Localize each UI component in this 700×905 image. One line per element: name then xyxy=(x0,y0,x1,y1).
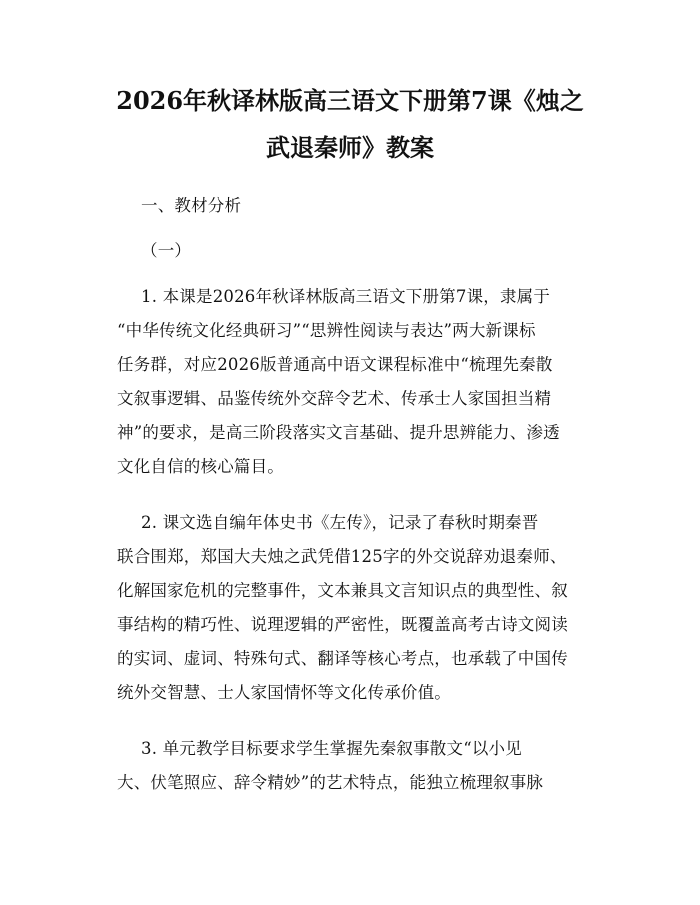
paragraph-2-line: 事结构的精巧性、说理逻辑的严密性，既覆盖高考古诗文阅读 xyxy=(117,615,568,634)
document-title-line-1: 2026年秋译林版高三语文下册第7课《烛之 xyxy=(116,86,584,115)
paragraph-1-line: “中华传统文化经典研习”“思辨性阅读与表达”两大新课标 xyxy=(117,321,536,340)
paragraph-2-line: 的实词、虚词、特殊句式、翻译等核心考点，也承载了中国传 xyxy=(117,649,568,668)
section-heading: 一、教材分析 xyxy=(141,196,242,215)
paragraph-3-line: 大、伏笔照应、辞令精妙”的艺术特点，能独立梳理叙事脉 xyxy=(117,773,544,792)
paragraph-1-line: 神”的要求，是高三阶段落实文言基础、提升思辨能力、渗透 xyxy=(117,423,560,442)
paragraph-1-line: 文叙事逻辑、品鉴传统外交辞令艺术、传承士人家国担当精 xyxy=(117,389,552,408)
paragraph-2-line: 联合围郑，郑国大夫烛之武凭借125字的外交说辞劝退秦师、 xyxy=(117,547,567,566)
subsection-heading: （一） xyxy=(141,241,192,260)
paragraph-1-line: 文化自信的核心篇目。 xyxy=(117,457,284,476)
document-title-line-2: 武退秦师》教案 xyxy=(266,133,434,162)
paragraph-2-line: 2. 课文选自编年体史书《左传》，记录了春秋时期秦晋 xyxy=(141,513,539,532)
paragraph-3-line: 3. 单元教学目标要求学生掌握先秦叙事散文“以小见 xyxy=(141,739,522,758)
paragraph-2-line: 统外交智慧、士人家国情怀等文化传承价值。 xyxy=(117,683,451,702)
paragraph-1-line: 1. 本课是2026年秋译林版高三语文下册第7课，隶属于 xyxy=(141,287,551,306)
paragraph-1-line: 任务群，对应2026版普通高中语文课程标准中“梳理先秦散 xyxy=(117,355,553,374)
paragraph-2-line: 化解国家危机的完整事件，文本兼具文言知识点的典型性、叙 xyxy=(117,581,568,600)
